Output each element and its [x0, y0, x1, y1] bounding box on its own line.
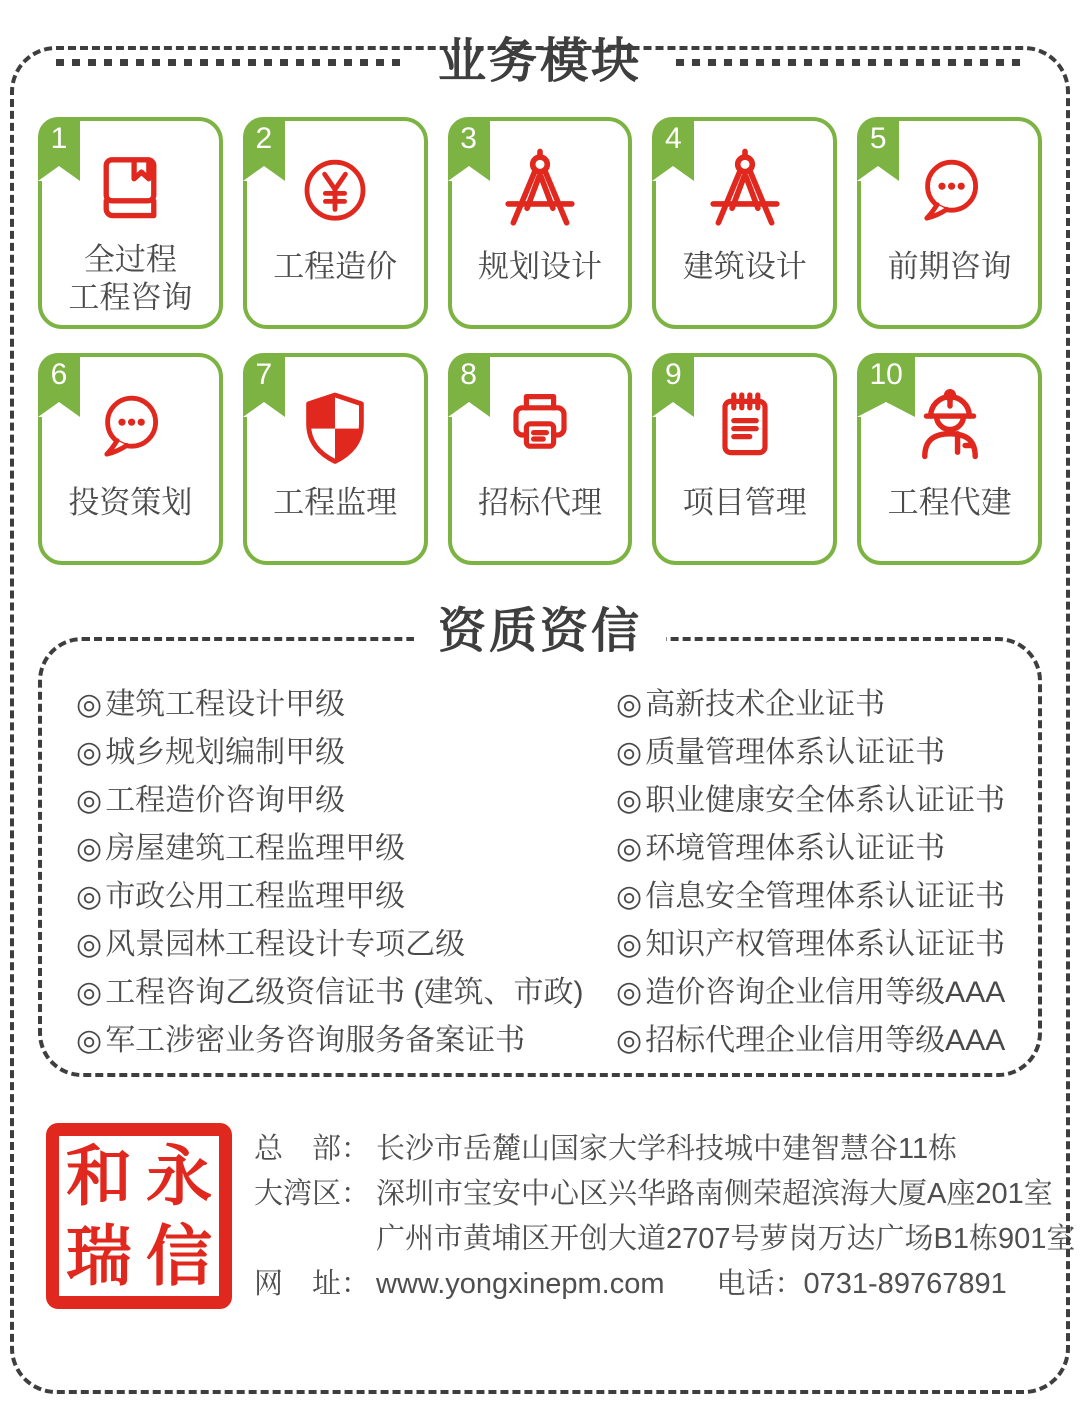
qualifications-list-left	[76, 681, 616, 1059]
module-number: 3	[460, 121, 477, 155]
contact-label	[254, 1217, 376, 1262]
phone-number: 0731-89767891	[803, 1267, 1007, 1300]
bullet-icon: ◎	[616, 879, 643, 913]
seal-char: 永	[146, 1138, 212, 1213]
qualification-text: 建筑工程设计甲级	[105, 687, 346, 721]
contact-label: 大湾区：	[254, 1177, 371, 1210]
qualification-text: 工程咨询乙级资信证书 (建筑、市政)	[105, 975, 584, 1009]
modules-section-title: 业务模块	[438, 35, 643, 88]
bullet-icon: ◎	[616, 927, 643, 961]
footer	[46, 1123, 1076, 1309]
qualification-text: 环境管理体系认证证书	[645, 831, 946, 865]
module-card-10	[857, 353, 1042, 565]
module-number-badge	[448, 117, 490, 181]
contact-value: 深圳市宝安中心区兴华路南侧荣超滨海大厦A座201室	[376, 1177, 1053, 1210]
qualification-item	[616, 825, 1018, 873]
qualification-text: 军工涉密业务咨询服务备案证书	[105, 1023, 526, 1057]
module-number: 4	[665, 121, 682, 155]
bullet-icon: ◎	[616, 1023, 643, 1057]
qualification-text: 工程造价咨询甲级	[105, 783, 346, 817]
contact-value: 广州市黄埔区开创大道2707号萝岗万达广场B1栋901室	[376, 1222, 1076, 1255]
qualifications-section-title: 资质资信	[414, 603, 666, 661]
module-number: 5	[869, 121, 887, 155]
module-number-badge	[38, 117, 80, 181]
qualification-item	[616, 969, 1018, 1017]
qualification-text: 城乡规划编制甲级	[105, 735, 346, 769]
qualification-item	[76, 969, 616, 1017]
bullet-icon: ◎	[76, 735, 103, 769]
qualification-text: 知识产权管理体系认证证书	[645, 927, 1006, 961]
module-card-3	[448, 117, 633, 329]
module-number: 9	[665, 357, 682, 391]
module-card-1	[38, 117, 223, 329]
module-card-7	[243, 353, 428, 565]
qualification-item	[76, 681, 616, 729]
qualification-text: 高新技术企业证书	[645, 687, 886, 721]
bullet-icon: ◎	[616, 735, 643, 769]
qualification-item	[616, 729, 1018, 777]
module-number-badge	[652, 353, 694, 417]
qualification-item	[76, 873, 616, 921]
qualification-item	[616, 873, 1018, 921]
contact-value: 长沙市岳麓山国家大学科技城中建智慧谷11栋	[376, 1132, 958, 1165]
contact-row-hq	[254, 1127, 1075, 1172]
module-card-2	[243, 117, 428, 329]
module-label: 工程代建	[887, 484, 1012, 520]
website-url: www.yongxinepm.com	[376, 1267, 665, 1300]
qualification-text: 房屋建筑工程监理甲级	[105, 831, 406, 865]
contact-info	[254, 1123, 1075, 1307]
modules-grid	[38, 117, 1042, 565]
module-label: 招标代理	[477, 484, 602, 520]
contact-row-gz	[254, 1217, 1075, 1262]
qualifications-box	[38, 604, 1042, 1077]
bullet-icon: ◎	[76, 687, 103, 721]
qualification-text: 造价咨询企业信用等级AAA	[645, 975, 1006, 1009]
module-label: 规划设计	[477, 248, 602, 284]
contact-row-web	[254, 1262, 1075, 1307]
bullet-icon: ◎	[76, 1023, 103, 1057]
bullet-icon: ◎	[76, 879, 103, 913]
module-label: 工程监理	[273, 484, 398, 520]
qualification-item	[616, 777, 1018, 825]
module-number: 6	[50, 357, 68, 391]
qualification-item	[76, 729, 616, 777]
qualification-text: 风景园林工程设计专项乙级	[105, 927, 466, 961]
bullet-icon: ◎	[76, 783, 103, 817]
contact-row-gba	[254, 1172, 1075, 1217]
module-label: 投资策划	[68, 484, 193, 520]
module-number: 2	[255, 121, 273, 155]
bullet-icon: ◎	[76, 975, 103, 1009]
bullet-icon: ◎	[616, 687, 643, 721]
qualification-text: 信息安全管理体系认证证书	[645, 879, 1006, 913]
module-label: 工程造价	[273, 248, 398, 284]
module-number-badge	[857, 353, 915, 417]
module-card-4	[652, 117, 837, 329]
bullet-icon: ◎	[616, 975, 643, 1009]
module-card-9	[652, 353, 837, 565]
seal-char: 信	[146, 1218, 212, 1293]
qualification-item	[616, 681, 1018, 729]
bullet-icon: ◎	[616, 831, 643, 865]
qualification-item	[616, 1017, 1018, 1065]
module-label: 前期咨询	[887, 248, 1012, 284]
bullet-icon: ◎	[616, 783, 643, 817]
module-card-8	[448, 353, 633, 565]
module-number-badge	[857, 117, 899, 181]
module-number-badge	[243, 353, 285, 417]
module-number-badge	[448, 353, 490, 417]
module-number: 1	[50, 121, 68, 155]
phone-label: 电话：	[716, 1267, 804, 1300]
qualification-item	[76, 825, 616, 873]
company-seal-logo	[46, 1123, 232, 1309]
qualification-text: 招标代理企业信用等级AAA	[645, 1023, 1006, 1057]
module-label: 全过程 工程咨询	[68, 241, 193, 315]
dash-line-right	[676, 59, 1024, 66]
module-number: 10	[869, 357, 903, 391]
module-card-5	[857, 117, 1042, 329]
module-number-badge	[38, 353, 80, 417]
contact-label: 网 址：	[254, 1267, 371, 1300]
qualification-text: 质量管理体系认证证书	[645, 735, 946, 769]
qualification-item	[616, 921, 1018, 969]
module-number-badge	[652, 117, 694, 181]
seal-char: 瑞	[66, 1218, 132, 1293]
module-number: 7	[255, 357, 273, 391]
bullet-icon: ◎	[76, 831, 103, 865]
qualification-text: 市政公用工程监理甲级	[105, 879, 406, 913]
modules-header	[56, 36, 1024, 89]
qualification-item	[76, 1017, 616, 1065]
qualification-item	[76, 921, 616, 969]
qualification-item	[76, 777, 616, 825]
contact-label: 总 部：	[254, 1132, 371, 1165]
qualification-text: 职业健康安全体系认证证书	[645, 783, 1006, 817]
module-card-6	[38, 353, 223, 565]
qualifications-list-right	[616, 681, 1018, 1059]
module-label: 项目管理	[682, 484, 807, 520]
dash-line-left	[56, 59, 404, 66]
module-label: 建筑设计	[682, 248, 807, 284]
module-number: 8	[460, 357, 477, 391]
module-number-badge	[243, 117, 285, 181]
bullet-icon: ◎	[76, 927, 103, 961]
seal-char: 和	[66, 1138, 132, 1213]
